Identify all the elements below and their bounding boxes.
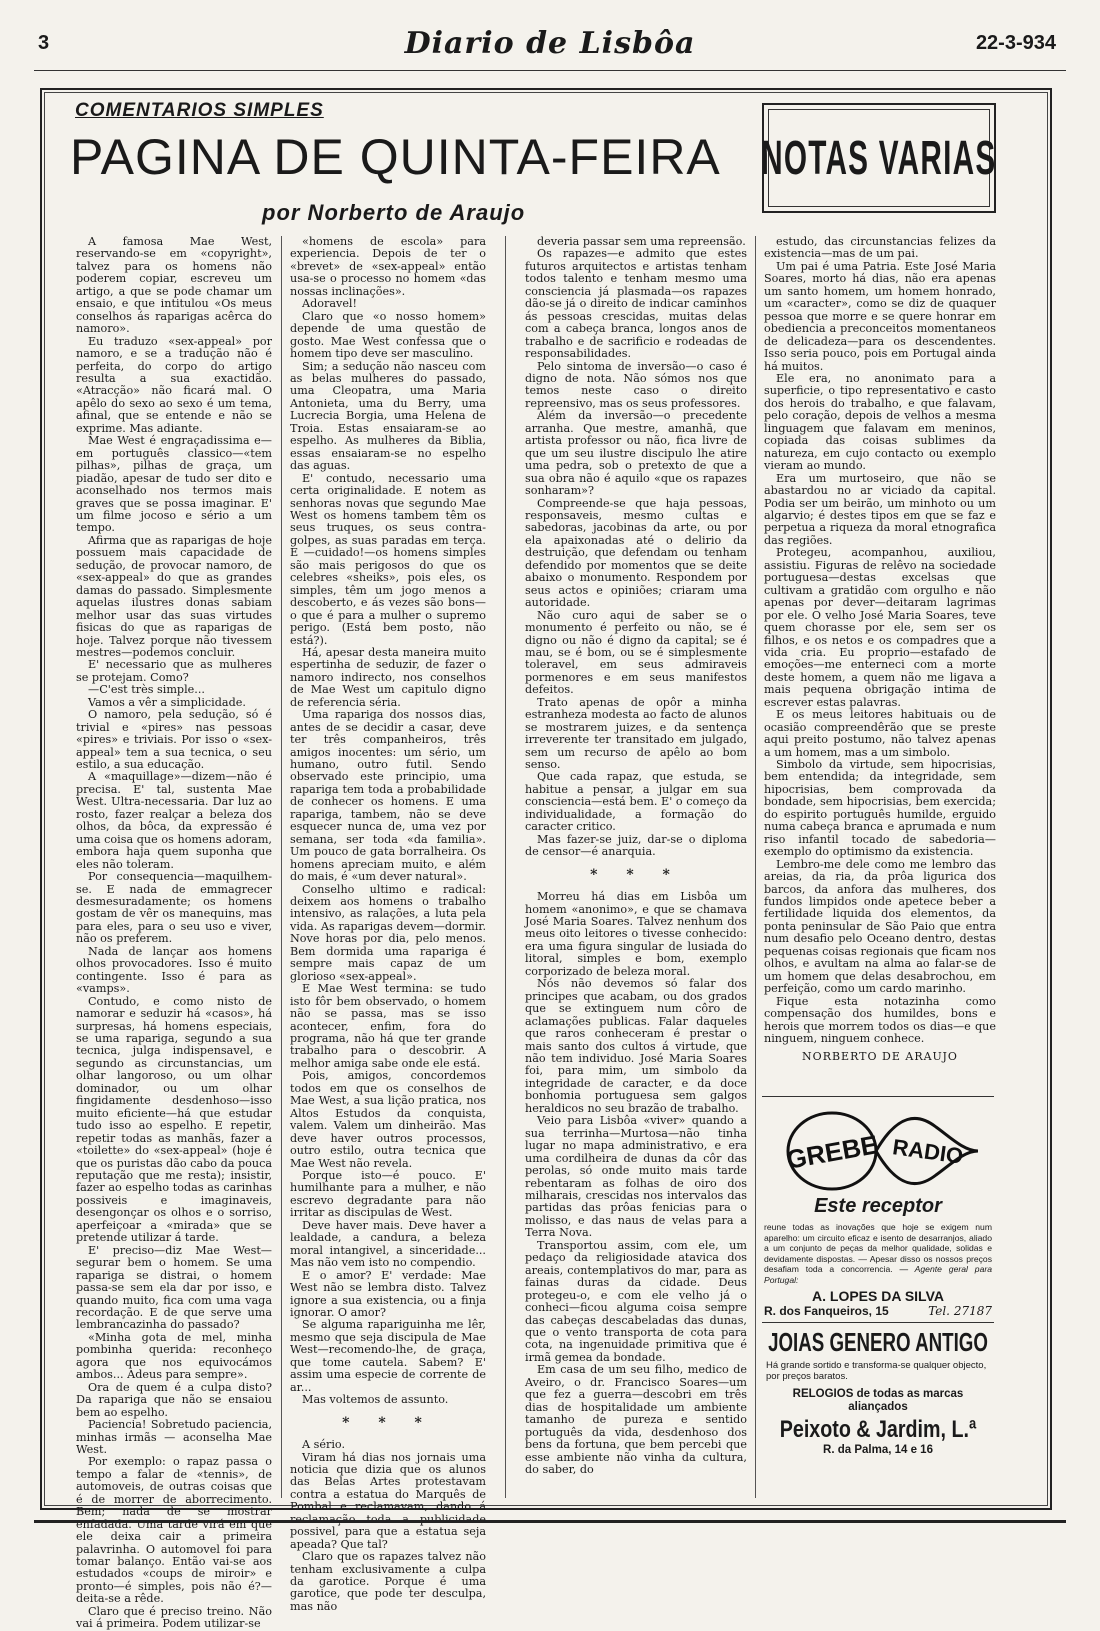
- article-column-3: [525, 236, 747, 1496]
- paragraph: Sim; a sedução não nasceu com as belas mulheres do passado, uma Cleopatra, uma Maria Antonieta, uma du Berry, uma Lucrecia Borgia, uma Helena de Troia. Estas ensaiaram-se ao espelho. As mulheres da Biblia, essas ensaiaram-se no espelho das aguas.: [290, 359, 486, 473]
- ad-divider: [762, 1322, 994, 1323]
- page-number: 3: [38, 32, 50, 54]
- notas-varias-box: [762, 103, 996, 213]
- paragraph: Claro que os rapazes talvez não tenham exclusivamente a culpa da garotice. Porque é uma garotice, que pode ter desculpa, mas não: [290, 1550, 486, 1613]
- paragraph: E o amor? E' verdade: Mae West não se lembra disto. Talvez ignore a sua existencia, ou a finja ignorar. O amor?: [290, 1268, 486, 1319]
- paragraph: Pelo sintoma de inversão—o caso é digno de nota. Não sómos nos que temos neste caso o direito repreensivo, mas os seus professores.: [525, 359, 747, 410]
- paragraph: Eu traduzo «sex-appeal» por namoro, e se a tradução não é perfeita, do corpo do artigo resulta a sua exactidão. «Atracção» não ficará mal. O apêlo do sexo ao sexo é um tema, afinal, que se entende e não se exprime. Mas adiante.: [76, 334, 272, 435]
- paragraph: Uma rapariga dos nossos dias, antes de se decidir a casar, deve ter três companheiros, três amigos inocentes: um sério, um humano, outro futil. Sendo observado este principio, uma rapariga tem toda a probabilidade de conhecer os homens. E uma rapariga, tambem, não se deve esquecer nunca de, uma vez por semana, ser toda «da familia». Um pouco de gata borralheira. Os homens apreciam muito, e além do mais, é «um dever natural».: [290, 708, 486, 884]
- paragraph: Veio para Lisbôa «viver» quando a sua terrinha—Murtosa—não tinha lugar no mapa administrativo, e era uma cordilheira de dunas da côr das perolas, só onde muito mais tarde rebentaram as folhas de oiro dos milharais, crescidas nos intervalos das partidas das prôas fenicias para o molisso, e das naus de velas para a Terra Nova.: [525, 1114, 747, 1240]
- paragraph: Se alguma rapariguinha me lêr, mesmo que seja discipula de Mae West—recomendo-lhe, de graça, que tome cautela. Sabem? E' assim uma especie de corrente de ar...: [290, 1318, 486, 1394]
- joias-address: R. da Palma, 14 e 16: [823, 1443, 933, 1456]
- paragraph: Mas voltemos de assunto.: [302, 1393, 449, 1407]
- paragraph: deveria passar sem uma repreensão.: [537, 235, 746, 248]
- paragraph: Conselho ultimo e radical: deixem aos homens o trabalho intensivo, as ralações, a luta pela vida. As raparigas devem—dormir. Nove horas por dia, pelo menos. Bem dormida uma rapariga é sempre mais capaz de um glorioso «sex-appeal».: [290, 882, 486, 983]
- paragraph: Em casa de um seu filho, medico de Aveiro, o dr. Francisco Soares—um que fez a guerra—descobri em três dias de hospitalidade um ambiente tamanho de pureza e sentido português da vida, desdenhoso dos bens da fortuna, que bem percebi que esse ambiente não vinha da cultura, do saber, do: [525, 1363, 747, 1476]
- paragraph: Por consequencia—maquilhem-se. E nada de emmagrecer desmesuradamente; os homens gostam de vêr os manequins, mas para eles, para o seu uso e viver, não os preferem.: [76, 870, 272, 946]
- grebe-agent-label: — Agente geral para Portugal:: [764, 1264, 992, 1285]
- paragraph: Protegeu, acompanhou, auxiliou, assistiu. Figuras de relêvo na sociedade portuguesa—destas excelsas que cultivam a gratidão com orgulho e não apenas por dever—deitaram lagrimas por ele. O velho José Maria Soares, teve quem chorasse por ele, sem ser os filhos, e os netos e os compadres que a vida cria. Eu proprio—estafado de emoções—me enterneci com a morte deste homem, a quem não me ligava a mais pequena obrigação intima de escrever estas palavras.: [764, 546, 996, 709]
- paragraph: Contudo, e como nisto de namorar e seduzir há «casos», há surpresas, há homens especiais, se uma rapariga, segundo a sua tecnica, julga indispensavel, e segundo as circunstancias, um olhar langoroso, ou um olhar dominador, ou um olhar fingidamente desdenhoso—isso muito eficiente—há que estudar tudo isso ao espelho. E repetir, repetir todas as manhãs, fazer a «toilette» do «sex-appeal» (hoje é que os puristas dão cabo da pouca reputação que me resta); insistir, fazer ao espelho todas as carinhas possiveis e imaginaveis, desengonçar os olhos e o sorriso, aperfeiçoar a «mirada» que se pretende utilizar á tarde.: [76, 994, 273, 1245]
- paragraph: Além da inversão—o precedente arranha. Que mestre, amanhã, que artista professor ou não, fica livre de que um seu ilustre discipulo lhe atire uma pedra, sob o pretexto de que a sua obra não é aquilo «que os rapazes sonharam»?: [525, 409, 747, 498]
- svg-text:GREBE: GREBE: [784, 1129, 881, 1175]
- paragraph: Ele era, no anonimato para a superficie, o tipo representativo e casto dos herois do trabalho, e que falavam, pelo coração, depois de velhos a mesma linguagem que falavam em meninos, copiada das coisas sublimes da natureza, em cujo contacto ou exemplo vieram ao mundo.: [764, 371, 996, 473]
- column-separator: [505, 236, 506, 1498]
- notas-varias-box-inner: [761, 109, 997, 207]
- paragraph: Deve haver mais. Deve haver a lealdade, a candura, a beleza moral intangivel, a sinceridade... Mas não vem isto no compendio.: [290, 1218, 486, 1270]
- paragraph: —C'est très simple...: [88, 683, 205, 697]
- header-rule: [34, 70, 1066, 71]
- byline: por Norberto de Araujo: [262, 200, 526, 225]
- paragraph: E' preciso—diz Mae West—segurar bem o homem. Se uma rapariga se distrai, o homem passa-se sem ela dar por isso, e quando muito, fica com uma vaga recordação. E de que serve uma lembrancazinha do passado?: [76, 1243, 272, 1332]
- notas-column: [764, 236, 996, 1066]
- column-separator: [281, 236, 282, 1498]
- paragraph: Mae West é engraçadissima e—em português classico—«tem pilhas», pilhas de graça, um piadão, apesar de tudo ser dito e aconselhado nos termos mais graves que se possa imaginar. E' um filme jocoso e sério a um tempo.: [76, 434, 272, 535]
- column-separator: [755, 236, 756, 1498]
- section-stars: * * *: [590, 866, 682, 883]
- joias-relogios: RELOGIOS de todas as marcas aliançados: [792, 1387, 964, 1413]
- grebe-address-line: [764, 1304, 992, 1318]
- paragraph: Afirma que as raparigas de hoje possuem mais capacidade de sedução, de provocar namoro, de «sex-appeal» do que as grandes damas do passado. Simplesmente aquelas ilustres donas sabiam melhor usar das suas virtudes fisicas do que as raparigas de hoje. Talvez porque não tivessem mestres—podemos concluir.: [76, 533, 272, 659]
- paragraph: «Minha gota de mel, minha pombinha querida: reconheço agora que nos equivocámos ambos... Adeus para sempre».: [76, 1330, 272, 1382]
- issue-date: 22-3-934: [975, 32, 1056, 54]
- paragraph: E Mae West termina: se tudo isto fôr bem observado, o homem não se passa, mas se isso acontecer, enfim, fora do programa, não há que ter grande trabalho para o descobrir. A melhor amiga sabe onde ele está.: [290, 982, 486, 1070]
- paragraph: E' contudo, necessario uma certa originalidade. E notem as senhoras novas que segundo Mae West os homens tambem têm os seus truques, os seus contra-golpes, as suas paradas em terça. E —cuidado!—os homens simples são mais perigosos do que os celebres «sheiks», pois eles, os simples, têm um jogo menos a descoberto, e ás vezes são bons—o que é para a mulher o supremo perigo. (Está bem posto, não está?).: [290, 471, 486, 647]
- paragraph: Era um murtoseiro, que não se abastardou no ar viciado da capital. Podia ser um beirão, um minhoto ou um algarvio; é destes tipos em que se faz e perpetua a riqueza da moral etnografica das regiões.: [764, 471, 996, 547]
- paragraph: Trato apenas de opôr a minha estranheza modesta ao facto de alunos se mostrarem juizes, e da sentença irreverente ter transitado em julgado, sem um recurso de apêlo ao bom senso.: [525, 695, 747, 772]
- headline: PAGINA DE QUINTA-FEIRA: [70, 129, 721, 185]
- grebe-radio-logo: [768, 1107, 988, 1193]
- grebe-agent-name: A. LOPES DA SILVA: [812, 1287, 944, 1304]
- paragraph: Vamos a vêr a simplicidade.: [88, 695, 246, 709]
- paragraph: Mas fazer-se juiz, dar-se o diploma de censor—é anarquia.: [525, 832, 747, 859]
- paragraph: Lembro-me dele como me lembro das areias, da ria, da prôa ligurica dos barcos, da anfora das mulheres, dos fundos limpidos onde apetece beber a fertilidade liquida dos elementos, da ponta peninsular de São Paio que entra num desafio pelo Oceano dentro, destas pequenas coisas regionais que ficam nos olhos, e avultam na alma ao falar-se de um homem que delas desabrochou, em perfeição, como um cardo marinho.: [764, 857, 996, 996]
- grebe-body: [764, 1222, 992, 1286]
- author-signature: NORBERTO DE ARAUJO: [802, 1050, 958, 1064]
- paragraph: Nada de lançar aos homens olhos provocadores. Isso é muito contingente. Isso é para as «vamps».: [76, 944, 272, 996]
- joias-body: Há grande sortido e transforma-se qualquer objecto, por preços baratos.: [766, 1359, 987, 1382]
- paragraph: Compreende-se que haja pessoas, responsaveis, mesmo cultas e sabedoras, jacobinas da arte, ou por ela apaixonadas até o delirio da destruição, que defendam ou tenham defendido por momentos que se deite abaixo o monumento. Respondem por seus actos e opiniões; criaram uma autoridade.: [525, 496, 747, 610]
- paragraph: Claro que «o nosso homem» depende de uma questão de gosto. Mae West confessa que o homem tipo deve ser masculino.: [290, 309, 486, 361]
- ad-divider: [762, 1096, 994, 1097]
- svg-text:RADIO: RADIO: [891, 1134, 965, 1169]
- article-column-1: [76, 235, 273, 1631]
- joias-title: JOIAS GENERO ANTIGO: [768, 1326, 988, 1357]
- paragraph: Por exemplo: o rapaz passa o tempo a falar de «tennis», de automoveis, de outras coisas que é de morrer de aborrecimento. Bem; nada de se mostrar enfadada. Uma tarde virá em que ele deixa cair a primeira palavrinha. O automovel foi para tomar balanço. Então vai-se aos estudados «coups de miroir» e pronto—é simples, pois não é?—deita-se a rêde.: [76, 1455, 272, 1606]
- paragraph: Claro que é preciso treino. Não vai á primeira. Podem utilizar-se: [76, 1604, 272, 1631]
- paragraph: Um pai é uma Patria. Este José Maria Soares, morto há dias, não era apenas um santo homem, um homem honrado, um «caracter», como se diz de quaquer pessoa que morre e se quere honrar em obediencia a preconceitos momentaneos de delicadeza—para os descendentes. Isso seria pouco, pois em Portugal ainda há muitos.: [764, 259, 996, 373]
- paragraph: Não curo aqui de saber se o monumento é perfeito ou não, se é digno ou não é digno da capital; se é mau, se é bom, ou se é simplesmente toleravel, em seus admiraveis pormenores e em seus manifestos defeitos.: [525, 608, 747, 697]
- article-column-2: [290, 235, 486, 1613]
- paragraph: Os rapazes—e admito que estes futuros arquitectos e artistas tenham todos talento e tenham mesmo uma consciencia já plasmada—os rapazes dão-se já o direito de indicar caminhos ás pessoas crescidas, muitas delas com a cabeça branca, longos anos de trabalho e de sacrificio e rodeadas de responsabilidades.: [525, 247, 747, 361]
- advertisements: [758, 1096, 998, 1506]
- paragraph: «homens de escola» para experiencia. Depois de ter o «brevet» de «sex-appeal» então usa-se o processo no homem «das nossas inclinações».: [290, 235, 486, 298]
- grebe-address: R. dos Fanqueiros, 15: [764, 1303, 889, 1318]
- paragraph: Fique esta notazinha como compensação dos humildes, bons e herois que morrem todos os dias—e que ninguem, ninguem conhece.: [764, 994, 996, 1045]
- grebe-headline: Este receptor: [814, 1195, 942, 1217]
- paragraph: Simbolo da virtude, sem hipocrisias, bem entendida; da integridade, sem hipocrisias, bem comprovada da bondade, sem hipocrisias, bem exercida; do espirito português humilde, erguido numa cabeça branca e aprumada e num riso infantil tocado de sabedoria—exemplo do optimismo da existencia.: [764, 758, 996, 859]
- paragraph: Pois, amigos, concordemos todos em que os conselhos de Mae West, a sua lição pratica, nos Altos Estudos da conquista, valem. Valem um dinheirão. Mas deve haver outros processos, outro estilo, outra tecnica que Mae West não revela.: [290, 1069, 486, 1170]
- paragraph: Há, apesar desta maneira muito espertinha de seduzir, de fazer o namoro indirecto, nos conselhos de Mae West um capitulo digno de referencia séria.: [290, 645, 486, 709]
- paragraph: E os meus leitores habituais ou de ocasião compreendêrão que se preste aqui preito postumo, não talvez apenas a um homem, mas a um simbolo.: [764, 708, 996, 759]
- paragraph: O namoro, pela sedução, só é trivial e «pires» nas pessoas «pires» e triviais. Por isso o «sex-appeal» tem a sua tecnica, o seu estilo, a sua educação.: [76, 708, 272, 772]
- grebe-phone: Tel. 27187: [928, 1303, 992, 1318]
- paragraph: Ora de quem é a culpa disto? Da rapariga que não se ensaiou bem ao espelho.: [76, 1380, 272, 1419]
- bottom-rule: [34, 1520, 1066, 1523]
- joias-firm: Peixoto & Jardim, L.ª: [779, 1415, 977, 1443]
- grebe-radio-logo-icon: [768, 1107, 988, 1193]
- paragraph: Viram há dias nos jornais uma noticia que dizia que os alunos das Belas Artes protestavam contra a estatua do Marquês de Pombal e reclamavam, dando á reclamação toda a publicidade possivel, para que a estatua seja apeada? Que tal?: [290, 1450, 486, 1551]
- paragraph: A «maquillage»—dizem—não é precisa. E' tal, sustenta Mae West. Ultra-necessaria. Dar luz ao rosto, fazer realçar a beleza dos olhos, da bôca, da expressão é uma coisa que os homens adoram, embora haja quem suponha que eles não toleram.: [76, 770, 272, 871]
- masthead: Diario de Lisbôa: [404, 26, 696, 61]
- notas-varias-title: NOTAS VARIAS: [761, 131, 997, 185]
- paragraph: Adoravel!: [302, 297, 358, 311]
- paragraph: A famosa Mae West, reservando-se em «copyright», talvez para os homens não poderem copiar, escreveu um artigo, a que se pode chamar um ensaio, e que intitulou «Os meus conselhos ás raparigas acêrca do namoro».: [76, 235, 272, 336]
- section-kicker: COMENTARIOS SIMPLES: [75, 100, 324, 121]
- paragraph: E' necessario que as mulheres se protejam. Como?: [76, 658, 272, 684]
- paragraph: Nós não devemos só falar dos principes que acabam, ou dos grados que se extinguem num côro de aclamações publicas. Falar daqueles que raros conheceram é prestar o mais santo dos cultos á virtude, que não tem individuo. José Maria Soares foi, para mim, um simbolo da integridade de caracter, e da doce bonhomia portuguesa sem galgos heraldicos no seu brazão de trabalho.: [525, 977, 747, 1115]
- grebe-body-text: reune todas as inovações que hoje se exigem num aparelho: um circuito eficaz e isento de desarranjos, aliado a um conjunto de peças da melhor qualidade, solidas e devidamente dispostas. — Apesar disso os nossos preços desafiam toda a concorrencia.: [764, 1222, 992, 1275]
- paragraph: A sério.: [302, 1438, 346, 1452]
- paragraph: Que cada rapaz, que estuda, se habitue a pensar, a julgar em sua consciencia—está bem. E' o começo da individualidade, a formação do caracter critico.: [525, 770, 747, 834]
- paragraph: estudo, das circunstancias felizes da existencia—mas de um pai.: [764, 235, 996, 261]
- paragraph: Paciencia! Sobretudo paciencia, minhas irmãs — aconselha Mae West.: [76, 1418, 272, 1456]
- paragraph: Transportou assim, com ele, um pedaço da religiosidade atavica dos areais, contemplativos do mar, para as fainas duras da cidade. Deus protegeu-o, e com ele velho já o conheci—ficou alguma coisa sempre das cabeças descabeladas das dunas, que o vento transporta de cota para cota, na ingenuidade primitiva que é irmã gemea da bondade.: [525, 1238, 747, 1364]
- paragraph: Porque isto—é pouco. E' humilhante para a mulher, e não escrevo degradante para não irritar as discipulas de West.: [290, 1168, 486, 1220]
- section-stars: * * *: [342, 1414, 434, 1431]
- paragraph: Morreu há dias em Lisbôa um homem «anonimo», e que se chamava José Maria Soares. Talvez nenhum dos meus oito leitores o tivesse conhecido: era uma figura singular de lusiada do litoral, simples e bom, exemplo corporizado de beleza moral.: [525, 890, 747, 978]
